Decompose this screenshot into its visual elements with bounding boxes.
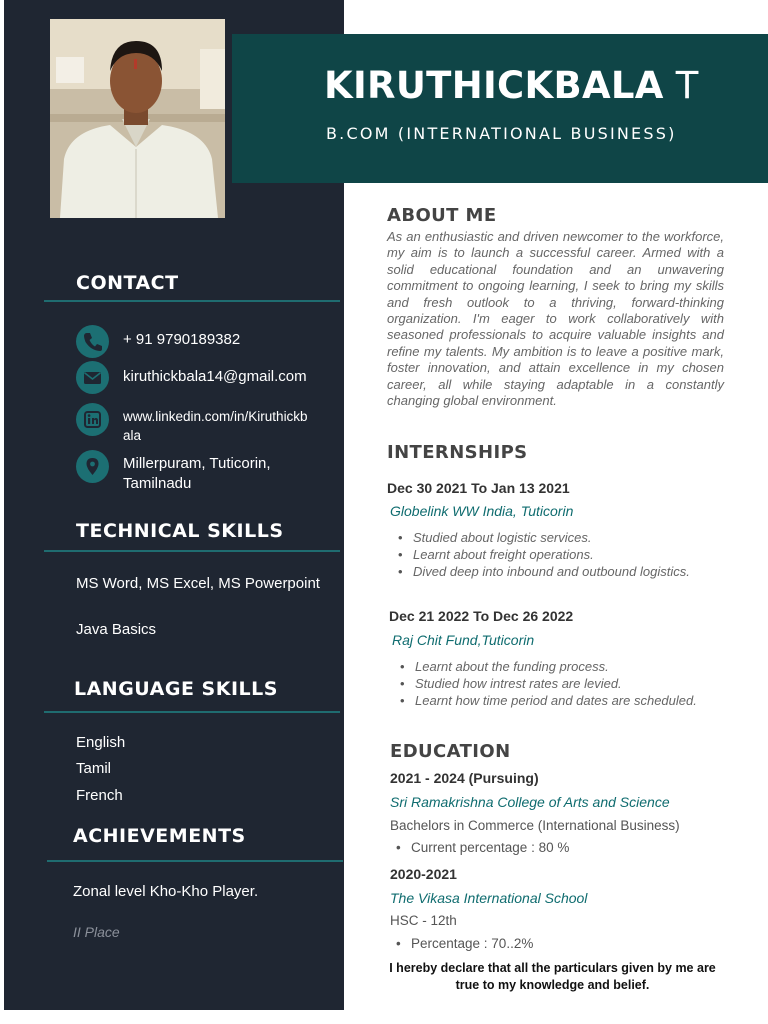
contact-address (123, 454, 271, 494)
list-item: • Current percentage : 80 % (394, 839, 724, 856)
language-skills-heading: LANGUAGE SKILLS (74, 678, 278, 700)
contact-heading: CONTACT (76, 272, 179, 294)
technical-skill-item: Java Basics (76, 621, 157, 638)
linkedin-line-2: ala (123, 428, 142, 443)
language-item: Tamil (76, 760, 112, 777)
education-institution: The Vikasa International School (390, 890, 588, 906)
about-text: As an enthusiastic and driven newcomer to the workforce, my aim is to launch a successful career. Armed with a solid educational foundation and an unwavering commitment to ongoing learning, I seek to bring my skills and fresh outlook to a thriving, forward-thinking organization. I'm eager to work collaboratively with seasoned professionals to acquire valuable insights and refine my talents. My ambition is to leave a positive mark, foster innovation, and attain excellence in my chosen career, all while staying adaptable in a constantly changing global environment. (387, 229, 724, 409)
name-initial: T (675, 64, 699, 107)
list-item: • Percentage : 70..2% (394, 935, 724, 952)
language-item: English (76, 734, 126, 751)
education-heading: EDUCATION (390, 741, 511, 762)
contact-phone: + 91 9790189382 (123, 331, 241, 348)
contact-divider (44, 300, 340, 302)
profile-photo (50, 19, 225, 218)
education-score-list (394, 839, 724, 856)
internship-dates: Dec 30 2021 To Jan 13 2021 (387, 480, 570, 496)
internships-heading: INTERNSHIPS (387, 442, 528, 463)
internship-org: Raj Chit Fund,Tuticorin (392, 632, 535, 648)
education-institution: Sri Ramakrishna College of Arts and Science (390, 794, 670, 810)
email-icon (76, 361, 109, 394)
list-item: • Studied how intrest rates are levied. (398, 675, 730, 692)
declaration-line-2: true to my knowledge and belief. (455, 978, 650, 992)
achievements-divider (47, 860, 343, 862)
education-degree: HSC - 12th (390, 913, 457, 928)
achievement-item: Zonal level Kho-Kho Player. (73, 883, 259, 900)
phone-icon (76, 325, 109, 358)
candidate-degree: B.COM (INTERNATIONAL BUSINESS) (326, 124, 677, 143)
list-item: • Studied about logistic services. (396, 529, 718, 546)
achievement-place: II Place (73, 924, 120, 940)
language-skills-divider (44, 711, 340, 713)
list-item: • Learnt about freight operations. (396, 546, 718, 563)
linkedin-line-1: www.linkedin.com/in/Kiruthickb (123, 409, 308, 424)
name-bold: KIRUTHICKBALA (324, 64, 664, 107)
education-years: 2021 - 2024 (Pursuing) (390, 770, 539, 786)
declaration-line-1: I hereby declare that all the particulars given by me are (389, 961, 716, 975)
internship-points (396, 529, 718, 580)
list-item: • Learnt how time period and dates are scheduled. (398, 692, 730, 709)
technical-skills-divider (44, 550, 340, 552)
linkedin-icon (76, 403, 109, 436)
list-item: • Learnt about the funding process. (398, 658, 730, 675)
contact-linkedin (123, 407, 308, 445)
declaration (350, 960, 755, 994)
achievements-heading: ACHIEVEMENTS (73, 825, 246, 847)
technical-skill-item: MS Word, MS Excel, MS Powerpoint (76, 575, 320, 592)
candidate-name (324, 64, 699, 107)
internship-points (398, 658, 730, 709)
about-heading: ABOUT ME (387, 205, 497, 226)
education-score-list (394, 935, 724, 952)
language-item: French (76, 787, 123, 804)
name-header (232, 34, 768, 183)
technical-skills-heading: TECHNICAL SKILLS (76, 520, 284, 542)
address-line-2: Tamilnadu (123, 475, 192, 492)
education-degree: Bachelors in Commerce (International Business) (390, 818, 680, 833)
address-line-1: Millerpuram, Tuticorin, (123, 455, 271, 472)
internship-org: Globelink WW India, Tuticorin (390, 503, 574, 519)
list-item: • Dived deep into inbound and outbound logistics. (396, 563, 718, 580)
education-years: 2020-2021 (390, 866, 457, 882)
location-icon (76, 450, 109, 483)
internship-dates: Dec 21 2022 To Dec 26 2022 (389, 608, 574, 624)
contact-email: kiruthickbala14@gmail.com (123, 368, 307, 385)
